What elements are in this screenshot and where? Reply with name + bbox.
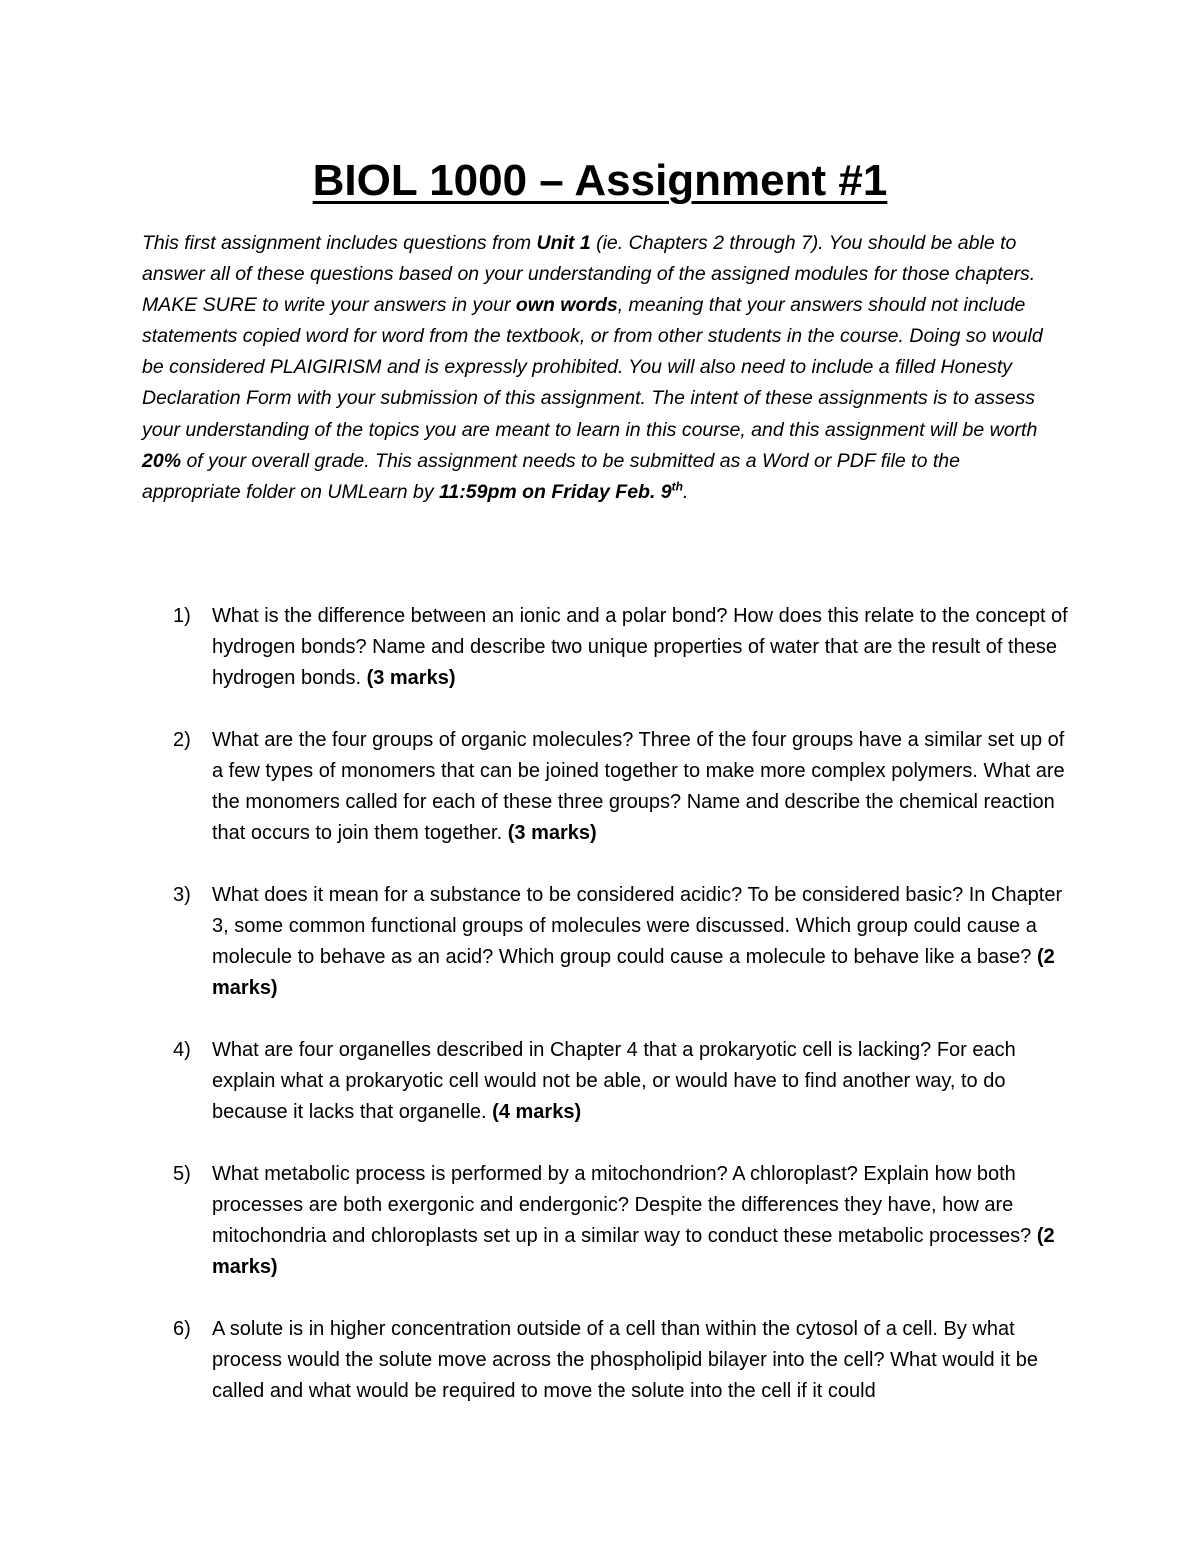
question-item bbox=[173, 880, 1068, 1004]
question-text: What are four organelles described in Chapter 4 that a prokaryotic cell is lacking? For each explain what a prokaryotic cell would not be able, or would have to find another way, to do because it lacks that organelle. bbox=[212, 1039, 1016, 1123]
intro-text-2: (ie. Chapters 2 through 7). You should be able to answer all of these questions based on your understanding of the assigned modules for those chapters. MAKE SURE to write your answers in your bbox=[142, 232, 1036, 317]
intro-unit: Unit 1 bbox=[536, 232, 591, 254]
question-text: What does it mean for a substance to be considered acidic? To be considered basic? In Chapter 3, some common functional groups of molecules were discussed. Which group could cause a molecule to behave as an acid? Which group could cause a molecule to behave like a base? bbox=[212, 884, 1063, 968]
intro-percent: 20% bbox=[142, 449, 182, 472]
question-number: 1) bbox=[173, 605, 191, 627]
question-number: 6) bbox=[173, 1318, 191, 1340]
question-marks: (4 marks) bbox=[492, 1101, 582, 1123]
intro-text-4: of your overall grade. This assignment needs to be submitted as a Word or PDF file to the appropriate folder on UMLearn by bbox=[142, 449, 960, 503]
question-item bbox=[173, 1035, 1068, 1128]
question-item bbox=[173, 1314, 1068, 1407]
question-item bbox=[173, 601, 1068, 694]
question-number: 5) bbox=[173, 1163, 191, 1185]
question-marks: (2 marks) bbox=[212, 1225, 1055, 1278]
intro-paragraph bbox=[142, 228, 1054, 508]
question-marks: (3 marks) bbox=[366, 667, 456, 689]
question-text: A solute is in higher concentration outside of a cell than within the cytosol of a cell. By what process would the solute move across the phospholipid bilayer into the cell? What would it be called and what would be required to move the solute into the cell if it could bbox=[212, 1318, 1039, 1402]
page-title bbox=[0, 150, 1200, 212]
question-text: What is the difference between an ionic and a polar bond? How does this relate to the concept of hydrogen bonds? Name and describe two unique properties of water that are the result of these hydrogen bonds. bbox=[212, 605, 1068, 689]
intro-text-1: This first assignment includes questions from bbox=[142, 232, 537, 254]
question-text: What metabolic process is performed by a mitochondrion? A chloroplast? Explain how both processes are both exergonic and endergonic? Despite the differences they have, how are mitochondria and chloroplasts set up in a similar way to conduct these metabolic processes? bbox=[212, 1163, 1037, 1247]
question-item bbox=[173, 725, 1068, 849]
intro-text-5: . bbox=[682, 480, 689, 503]
question-text: What are the four groups of organic molecules? Three of the four groups have a similar set up of a few types of monomers that can be joined together to make more complex polymers. What are the monomers called for each of these three groups? Name and describe the chemical reaction that occurs to join them together. bbox=[212, 729, 1065, 844]
question-marks: (2 marks) bbox=[212, 946, 1055, 999]
question-item bbox=[173, 1159, 1068, 1283]
question-number: 3) bbox=[173, 884, 191, 906]
question-marks: (3 marks) bbox=[507, 822, 597, 844]
intro-own-words: own words bbox=[515, 294, 618, 317]
intro-deadline-sup: th bbox=[671, 479, 683, 494]
intro-deadline bbox=[439, 481, 683, 503]
intro-text-3: , meaning that your answers should not include statements copied word for word from the textbook, or from other students in the course. Doing so would be considered PLAIGIRISM and is expressly prohibited. You will also need to include a filled Honesty Declaration Form with your submission of this assignment. The intent of these assignments is to assess your understanding of the topics you are meant to learn in this course, and this assignment will be worth bbox=[142, 294, 1043, 441]
question-number: 4) bbox=[173, 1039, 191, 1061]
intro-deadline-text: 11:59pm on Friday Feb. 9 bbox=[439, 480, 672, 503]
question-list bbox=[173, 601, 1068, 1438]
question-number: 2) bbox=[173, 729, 191, 751]
page-title-text: BIOL 1000 – Assignment #1 bbox=[312, 156, 888, 205]
